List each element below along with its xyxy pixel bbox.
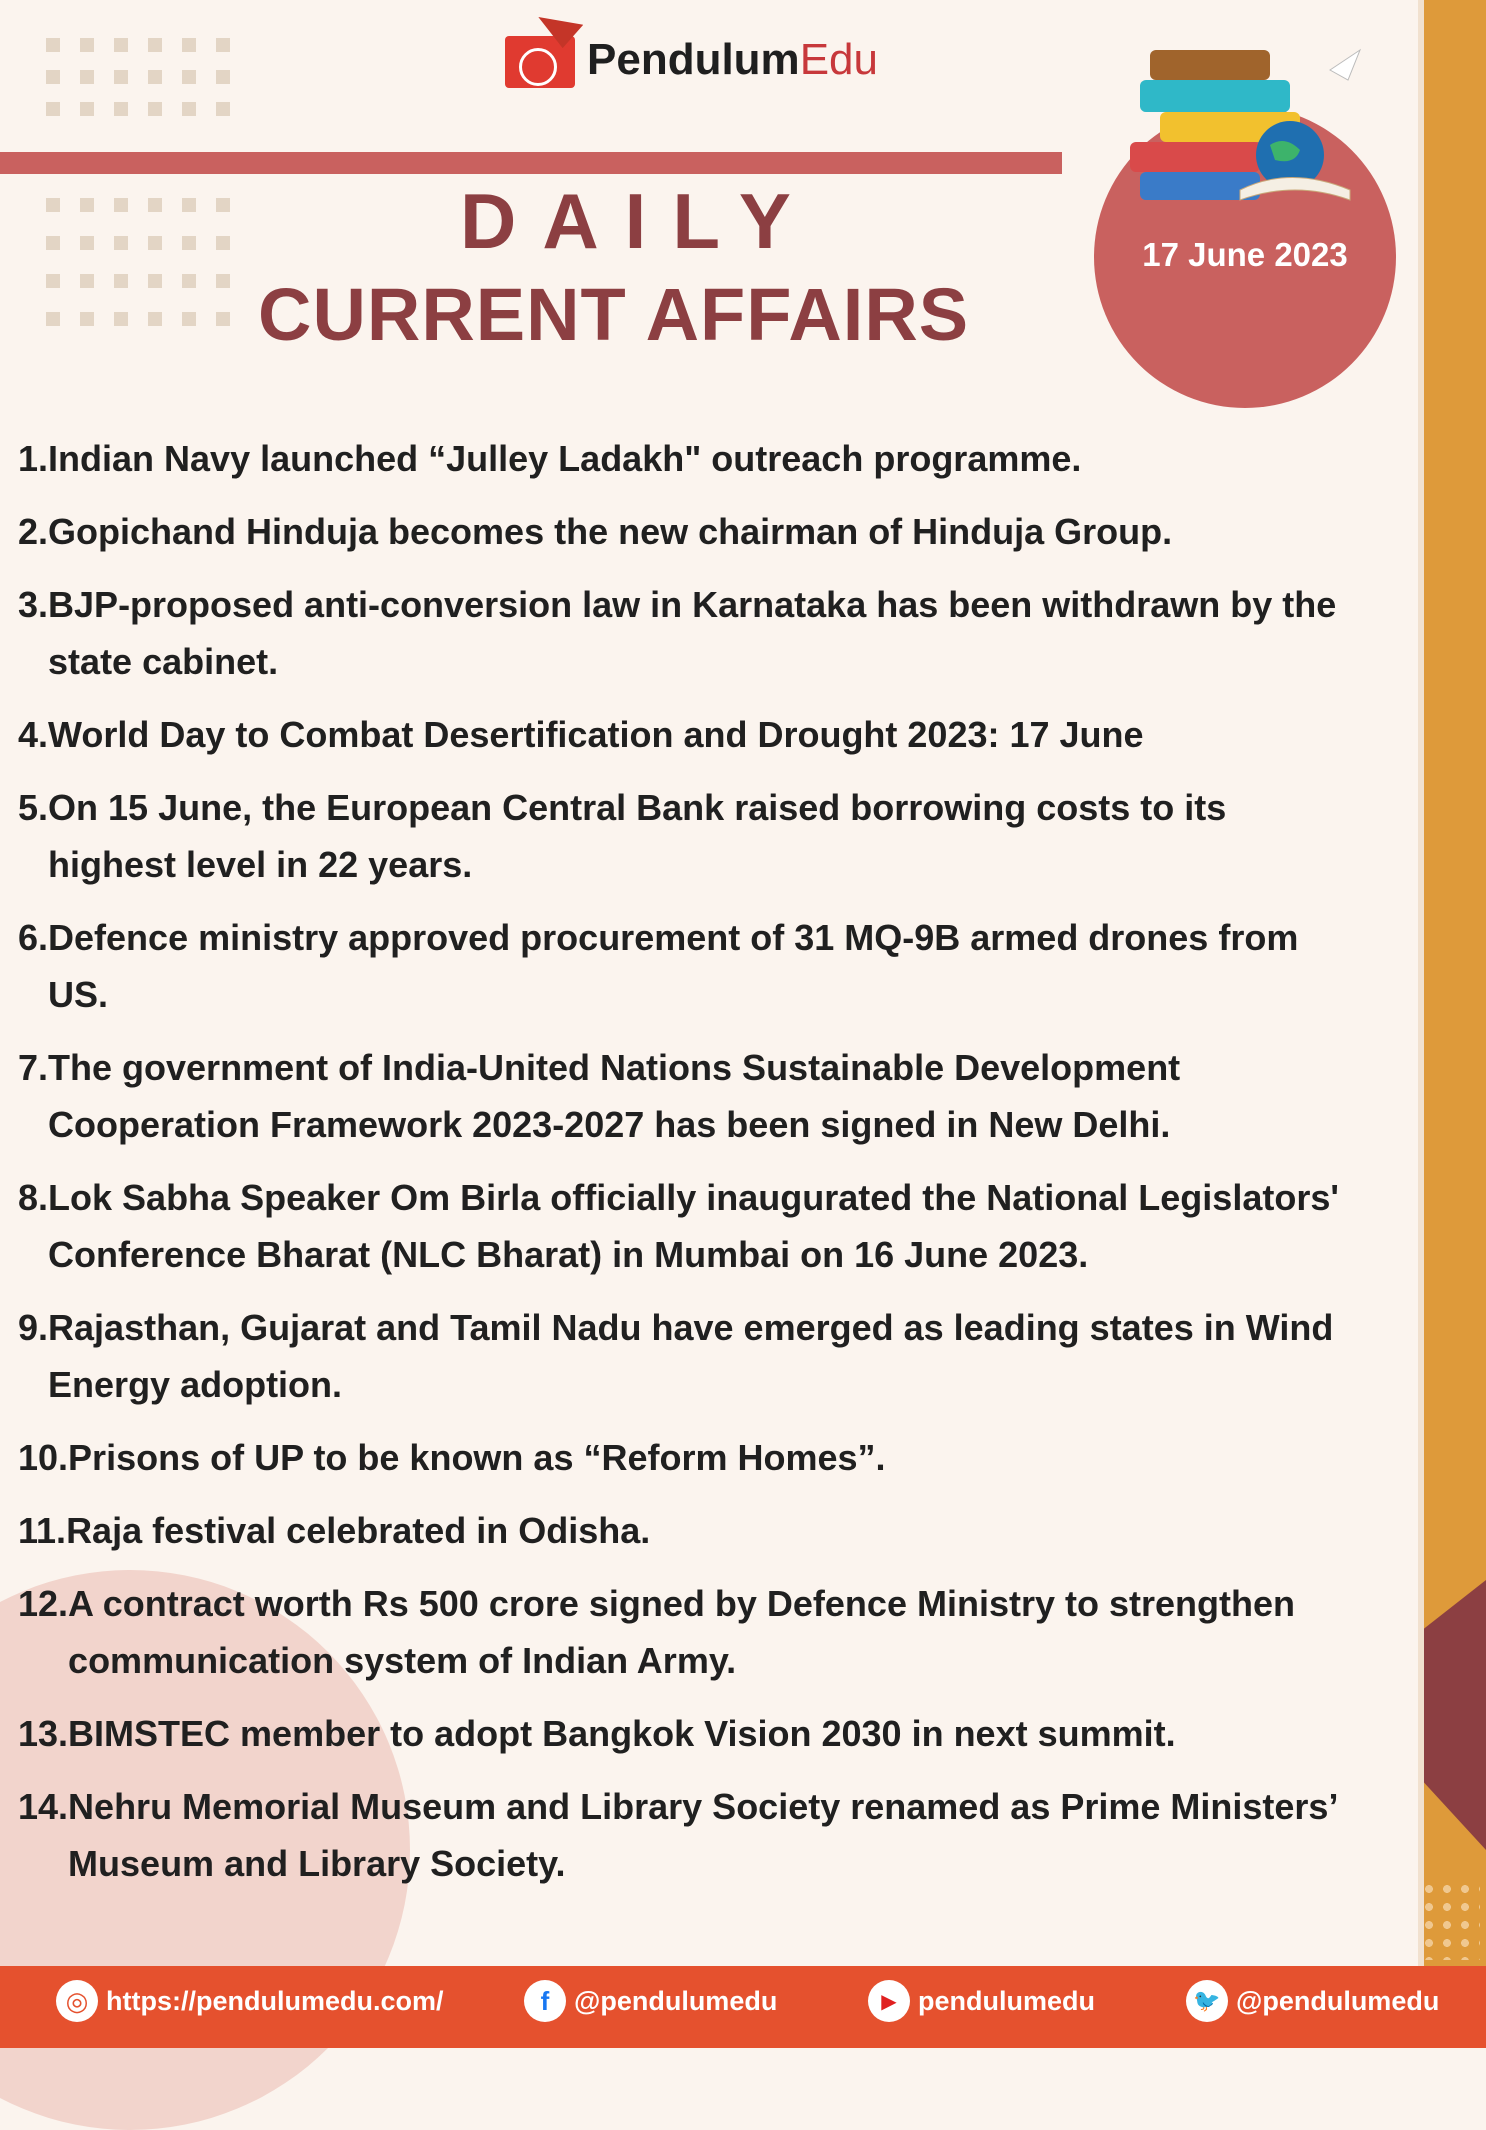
right-dot-pattern — [1420, 1880, 1480, 1960]
title-daily: DAILY — [460, 177, 817, 265]
current-affairs-list — [18, 430, 1348, 1908]
brand-logo — [505, 14, 878, 86]
youtube-icon: ▶ — [868, 1980, 910, 2022]
dribbble-globe-icon: ◎ — [56, 1980, 98, 2022]
facebook-icon: f — [524, 1980, 566, 2022]
list-item: 10. Prisons of UP to be known as “Reform Homes”. — [18, 1437, 886, 1478]
list-item: 4. World Day to Combat Desertification and Drought 2023: 17 June — [18, 714, 1144, 755]
brand-name — [587, 35, 878, 86]
header-divider — [0, 152, 1062, 174]
list-item: 7. The government of India-United Nations Sustainable Development Cooperation Framework 2023-2027 has been signed in New Delhi. — [18, 1047, 1181, 1145]
twitter-handle: @pendulumedu — [1236, 1985, 1440, 2016]
footer-website-link[interactable] — [56, 1980, 444, 2022]
footer-youtube-link[interactable] — [868, 1980, 1095, 2022]
list-item: 2. Gopichand Hinduja becomes the new chairman of Hinduja Group. — [18, 511, 1173, 552]
left-dot-pattern — [46, 198, 230, 326]
list-item: 6. Defence ministry approved procurement of 31 MQ-9B armed drones from US. — [18, 917, 1299, 1015]
brand-name-part2: Edu — [799, 35, 878, 84]
books-globe-icon — [1130, 40, 1370, 220]
list-item: 3. BJP-proposed anti-conversion law in Karnataka has been withdrawn by the state cabinet. — [18, 584, 1337, 682]
list-item: 5. On 15 June, the European Central Bank raised borrowing costs to its highest level in 22 years. — [18, 787, 1227, 885]
graduation-cap-icon — [505, 14, 577, 86]
date-label: 17 June 2023 — [1142, 236, 1348, 273]
list-item: 14. Nehru Memorial Museum and Library Society renamed as Prime Ministers’ Museum and Library Society. — [18, 1786, 1337, 1884]
list-item: 9. Rajasthan, Gujarat and Tamil Nadu have emerged as leading states in Wind Energy adoption. — [18, 1307, 1334, 1405]
twitter-icon: 🐦 — [1186, 1980, 1228, 2022]
list-item: 11. Raja festival celebrated in Odisha. — [18, 1510, 651, 1551]
brand-name-part1: Pendulum — [587, 35, 800, 84]
list-item: 1. Indian Navy launched “Julley Ladakh" outreach programme. — [18, 438, 1082, 479]
facebook-handle: @pendulumedu — [574, 1985, 778, 2016]
top-left-dot-pattern — [46, 38, 230, 116]
youtube-handle: pendulumedu — [918, 1985, 1095, 2016]
footer-facebook-link[interactable] — [524, 1980, 777, 2022]
list-item: 13. BIMSTEC member to adopt Bangkok Vision 2030 in next summit. — [18, 1713, 1176, 1754]
footer-twitter-link[interactable] — [1186, 1980, 1439, 2022]
website-url: https://pendulumedu.com/ — [106, 1985, 444, 2016]
list-item: 8. Lok Sabha Speaker Om Birla officially inaugurated the National Legislators' Conference Bharat (NLC Bharat) in Mumbai on 16 June 2023. — [18, 1177, 1339, 1275]
list-item: 12. A contract worth Rs 500 crore signed by Defence Ministry to strengthen communication system of Indian Army. — [18, 1583, 1295, 1681]
title-current-affairs: CURRENT AFFAIRS — [258, 273, 970, 356]
